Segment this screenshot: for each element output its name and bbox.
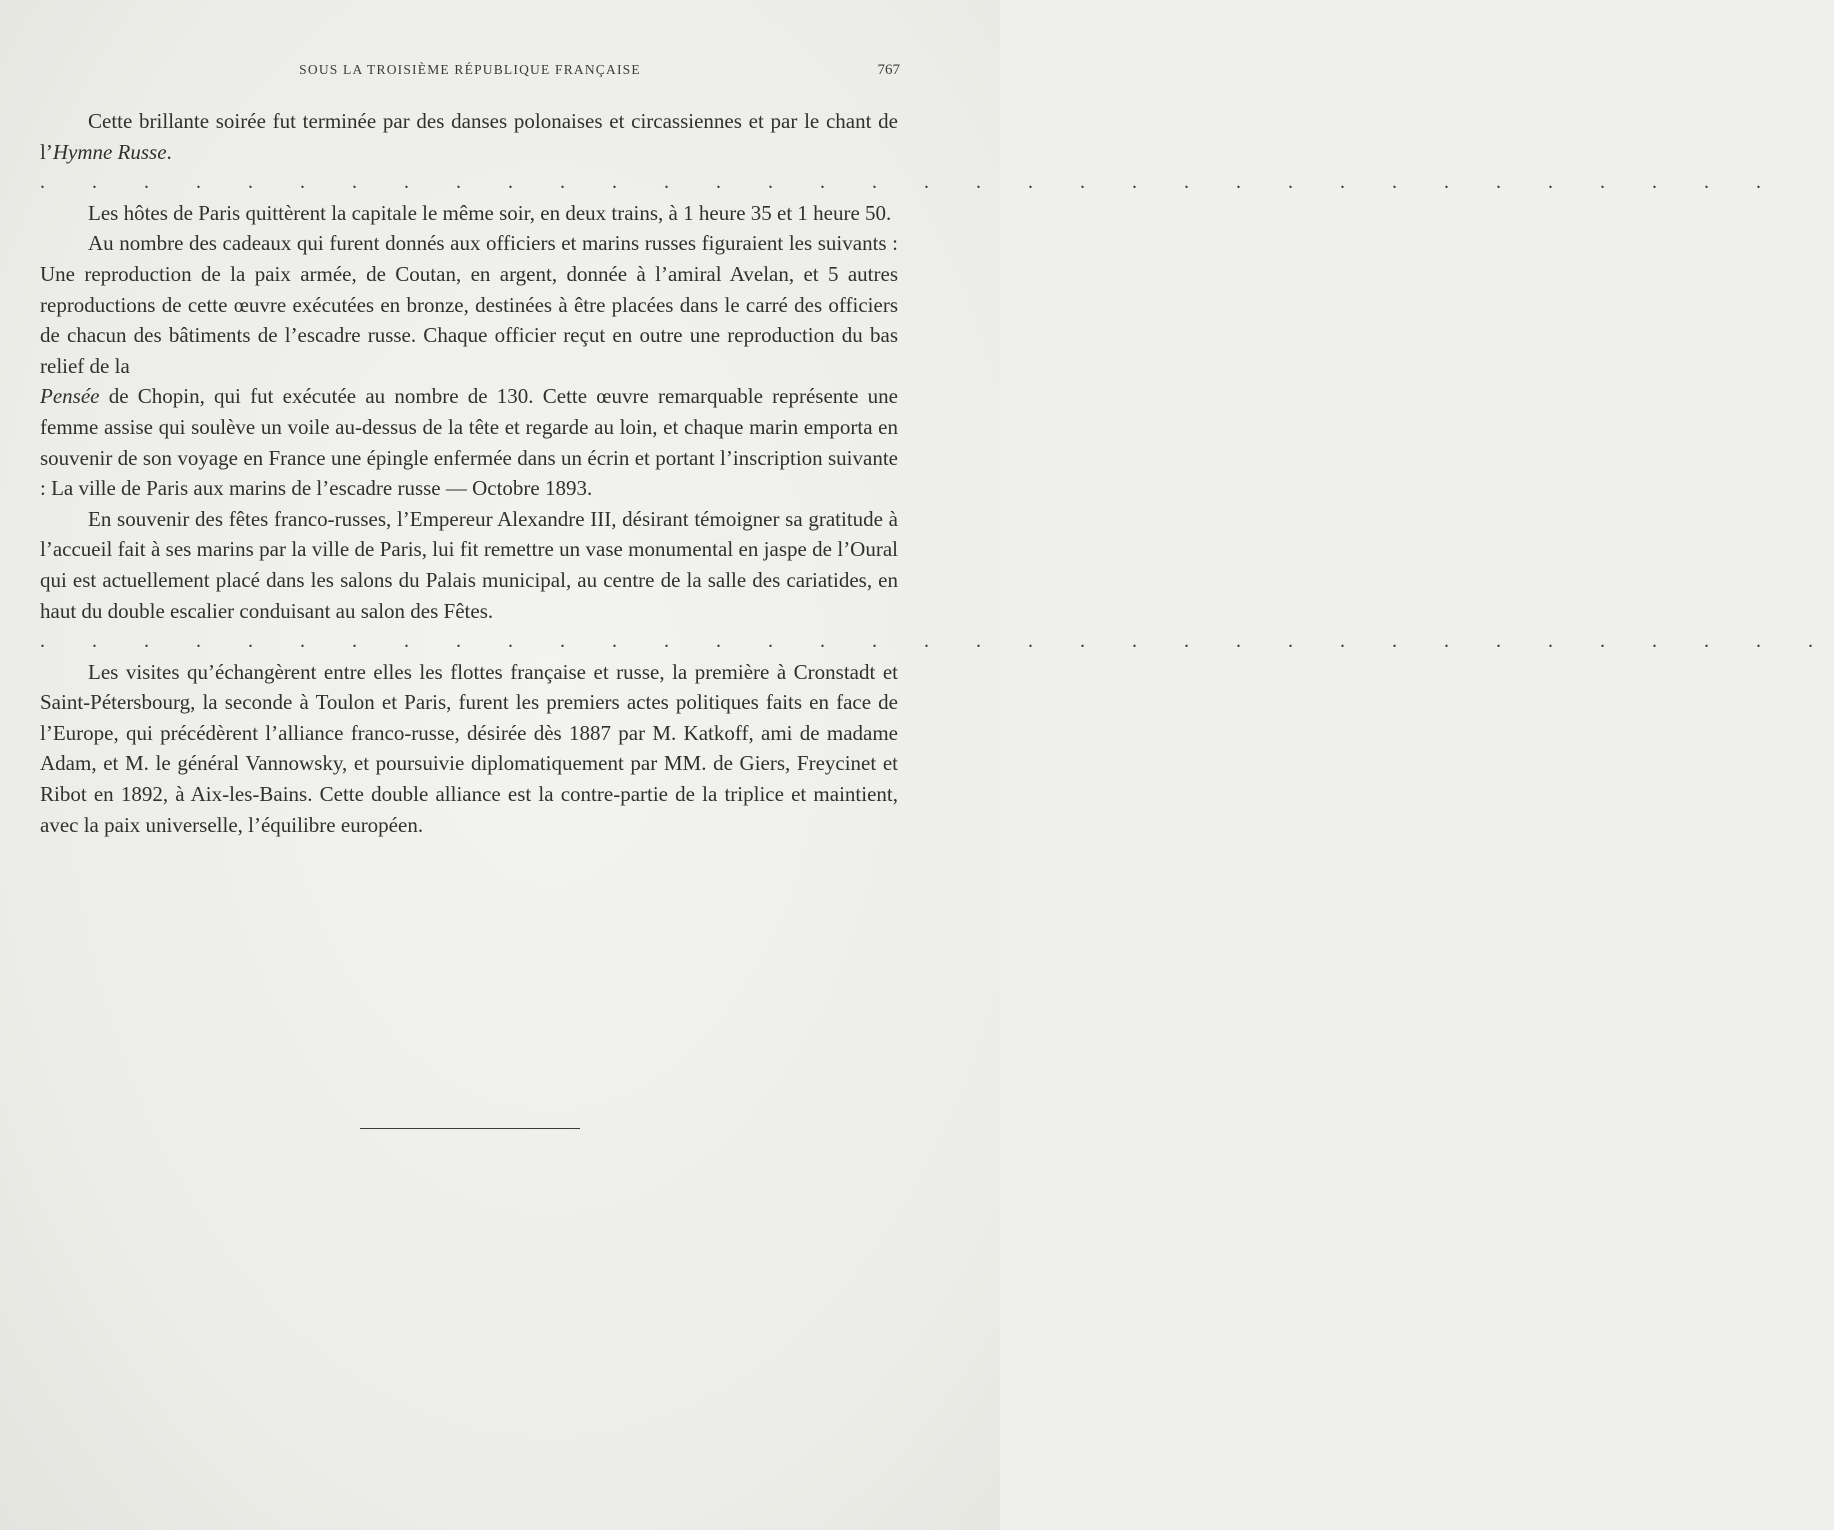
paragraph-soiree: [40, 106, 898, 167]
paragraph-soiree-end: .: [166, 139, 172, 164]
running-header: [40, 62, 900, 86]
end-rule: [360, 1128, 580, 1129]
hymne-russe-title: Hymne Russe: [52, 139, 167, 164]
paragraph-departure: Les hôtes de Paris quittèrent la capitale le même soir, en deux trains, à 1 heure 35 et 1 heure 50.: [88, 200, 892, 225]
paragraph-vase: En souvenir des fêtes franco-russes, l’Empereur Alexandre III, désirant témoigner sa gratitude à l’accueil fait à ses marins par la ville de Paris, lui fit remettre un vase monumental en jaspe de l’Oural qui est actuellement placé dans les salons du Palais municipal, au centre de la salle des cariatides, en haut du double escalier conduisant au salon des Fêtes.: [40, 506, 898, 623]
paragraph-soiree-text: Cette brillante soirée fut terminée par des danses polonaises et circassiennes et par le chant de l’: [40, 109, 898, 164]
page-number: 767: [877, 62, 900, 78]
pensee-title: Pensée: [40, 384, 100, 409]
ellipsis-separator: . . . . . . . . . . . . . . . . . . . . . . . . . . . . . . . . . .: [40, 171, 1782, 194]
paragraph-alliance: Les visites qu’échangèrent entre elles les flottes française et russe, la première à Cronstadt et Saint-Pétersbourg, la seconde à Toulon et Paris, furent les premiers actes politiques faits en face de l’Europe, qui précédèrent l’alliance franco-russe, désirée dès 1887 par M. Katkoff, ami de madame Adam, et M. le général Vannowsky, et poursuivie diplomatiquement par MM. de Giers, Freycinet et Ribot en 1892, à Aix-les-Bains. Cette double alliance est la contre-partie de la triplice et maintient, avec la paix universelle, l’équilibre européen.: [40, 659, 898, 837]
running-header-title: SOUS LA TROISIÈME RÉPUBLIQUE FRANÇAISE: [299, 62, 641, 77]
paragraph-gifts: Au nombre des cadeaux qui furent donnés aux officiers et marins russes figuraient les suivants : Une reproduction de la paix armée, de Coutan, en argent, donnée à l’amiral Avelan, et 5 autres reproductions de cette œuvre exécutées en bronze, destinées à être placées dans le carré des officiers de chacun des bâtiments de l’escadre russe. Chaque officier reçut en outre une reproduction du bas relief de la: [40, 231, 898, 378]
paragraph-gifts-continued: [40, 381, 898, 503]
ellipsis-separator: . . . . . . . . . . . . . . . . . . . . . . . . . . . . . . . . . . .: [40, 630, 1834, 653]
paragraph-gifts-continued-text: de Chopin, qui fut exécutée au nombre de 130. Cette œuvre remarquable représente une femme assise qui soulève un voile au-dessus de la tête et regarde au loin, et chaque marin emporta en souvenir de son voyage en France une épingle enfermée dans un écrin et portant l’inscription suivante : La ville de Paris aux marins de l’escadre russe — Octobre 1893.: [40, 384, 898, 501]
body-text: [40, 106, 1834, 840]
